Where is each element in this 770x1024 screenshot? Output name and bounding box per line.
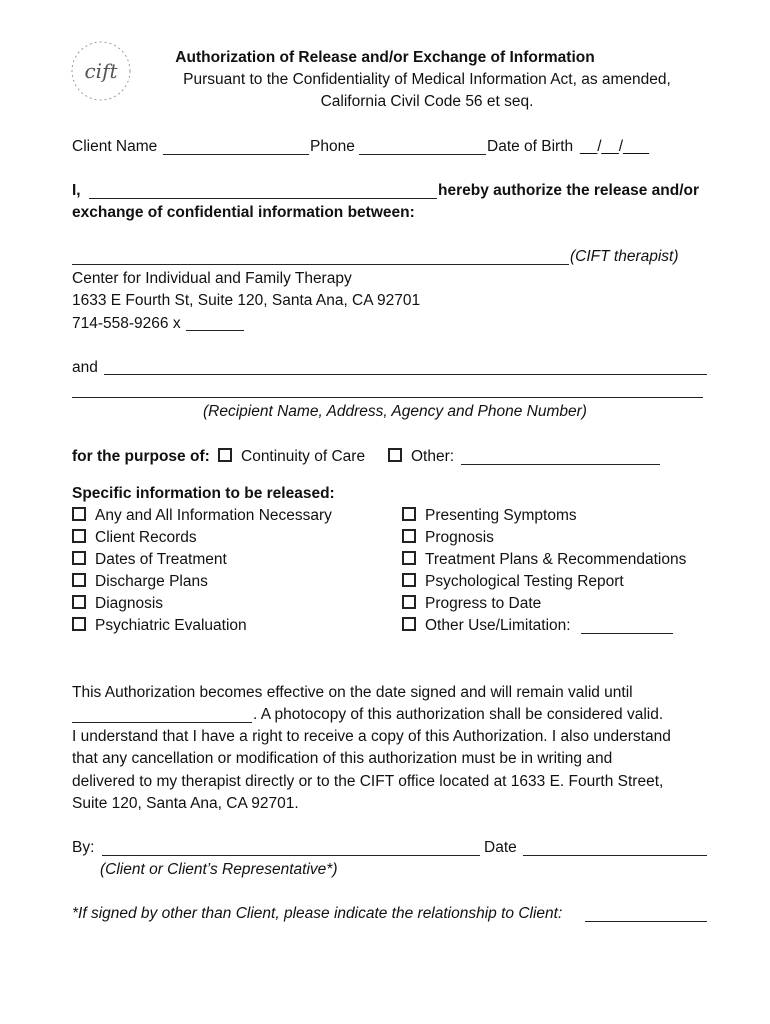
purpose-continuity-option[interactable] [218,447,365,467]
subtitle-line-2: California Civil Code 56 et seq. [320,93,534,110]
other-purpose-field[interactable] [461,464,660,465]
authorizing-person-field[interactable] [89,198,437,199]
info-item-label: Dates of Treatment [95,551,227,568]
checkbox[interactable] [402,551,416,565]
relationship-footnote: *If signed by other than Client, please indicate the relationship to Client: [72,905,563,922]
info-item-label: Presenting Symptoms [425,507,577,524]
recipient-caption: (Recipient Name, Address, Agency and Phone Number) [203,403,587,420]
dob-label: Date of Birth [487,138,574,155]
info-item-left[interactable] [72,528,197,548]
specific-info-heading: Specific information to be released: [72,485,335,502]
checkbox[interactable] [402,617,416,631]
info-item-left[interactable] [72,616,247,636]
checkbox[interactable] [72,551,86,565]
info-item-right[interactable] [402,506,577,526]
phone-label: Phone [310,138,355,155]
org-phone: 714-558-9266 x [72,315,181,332]
signature-caption: (Client or Client’s Representative*) [100,861,338,878]
checkbox[interactable] [402,573,416,587]
info-item-right[interactable] [402,528,494,548]
info-item-right[interactable] [402,572,624,592]
dob-field[interactable]: __/__/___ [580,138,649,155]
and-label: and [72,359,98,376]
purpose-label: for the purpose of: [72,448,210,465]
checkbox[interactable] [402,595,416,609]
info-item-label: Client Records [95,529,197,546]
info-item-right[interactable] [402,594,541,614]
info-item-label: Prognosis [425,529,494,546]
authorize-text-2: exchange of confidential information between: [72,204,415,221]
statement-line-4: that any cancellation or modification of this authorization must be in writing and [72,750,613,767]
org-address: 1633 E Fourth St, Suite 120, Santa Ana, CA 92701 [72,292,421,309]
phone-field[interactable] [359,154,486,155]
info-item-label: Psychological Testing Report [425,573,624,590]
purpose-other-option[interactable] [388,447,454,467]
info-item-label: Discharge Plans [95,573,208,590]
info-item-left[interactable] [72,572,208,592]
valid-until-field[interactable] [72,722,252,723]
statement-line-6: Suite 120, Santa Ana, CA 92701. [72,795,299,812]
info-item-label: Other Use/Limitation: [425,617,571,634]
recipient-line-1-field[interactable] [104,374,707,375]
info-item-label: Progress to Date [425,595,542,612]
checkbox[interactable] [402,529,416,543]
checkbox[interactable] [72,529,86,543]
authorize-text-1: hereby authorize the release and/or [438,182,700,199]
statement-line-2: . A photocopy of this authorization shall be considered valid. [253,706,664,723]
page-title: Authorization of Release and/or Exchange of Information [175,49,595,66]
extension-field[interactable] [186,330,244,331]
continuity-checkbox[interactable] [218,448,232,462]
info-item-right[interactable] [402,550,686,570]
statement-line-5: delivered to my therapist directly or to the CIFT office located at 1633 E. Fourth Street, [72,773,664,790]
info-item-left[interactable] [72,594,163,614]
checkbox[interactable] [72,595,86,609]
continuity-label: Continuity of Care [241,448,366,465]
authorize-i-label: I, [72,182,81,199]
signature-field[interactable] [102,855,480,856]
info-item-left[interactable] [72,550,227,570]
other-use-field[interactable] [581,633,673,634]
other-purpose-checkbox[interactable] [388,448,402,462]
info-item-right[interactable] [402,616,571,636]
info-item-label: Diagnosis [95,595,164,612]
therapist-name-field[interactable] [72,264,569,265]
client-name-label: Client Name [72,138,158,155]
other-purpose-label: Other: [411,448,455,465]
checkbox[interactable] [72,617,86,631]
info-item-label: Psychiatric Evaluation [95,617,247,634]
org-name: Center for Individual and Family Therapy [72,270,352,287]
subtitle-line-1: Pursuant to the Confidentiality of Medical Information Act, as amended, [183,71,671,88]
therapist-caption: (CIFT therapist) [570,248,679,265]
info-item-label: Treatment Plans & Recommendations [425,551,687,568]
info-item-label: Any and All Information Necessary [95,507,332,524]
logo-text: cift [84,59,118,83]
checkbox[interactable] [402,507,416,521]
signature-date-field[interactable] [523,855,707,856]
date-label: Date [484,839,517,856]
by-label: By: [72,839,95,856]
recipient-line-2-field[interactable] [72,397,703,398]
checkbox[interactable] [72,573,86,587]
info-item-left[interactable] [72,506,332,526]
checkbox[interactable] [72,507,86,521]
statement-line-3: I understand that I have a right to receive a copy of this Authorization. I also understand [72,728,671,745]
client-name-field[interactable] [163,154,309,155]
relationship-field[interactable] [585,921,707,922]
statement-line-1: This Authorization becomes effective on the date signed and will remain valid until [72,684,633,701]
